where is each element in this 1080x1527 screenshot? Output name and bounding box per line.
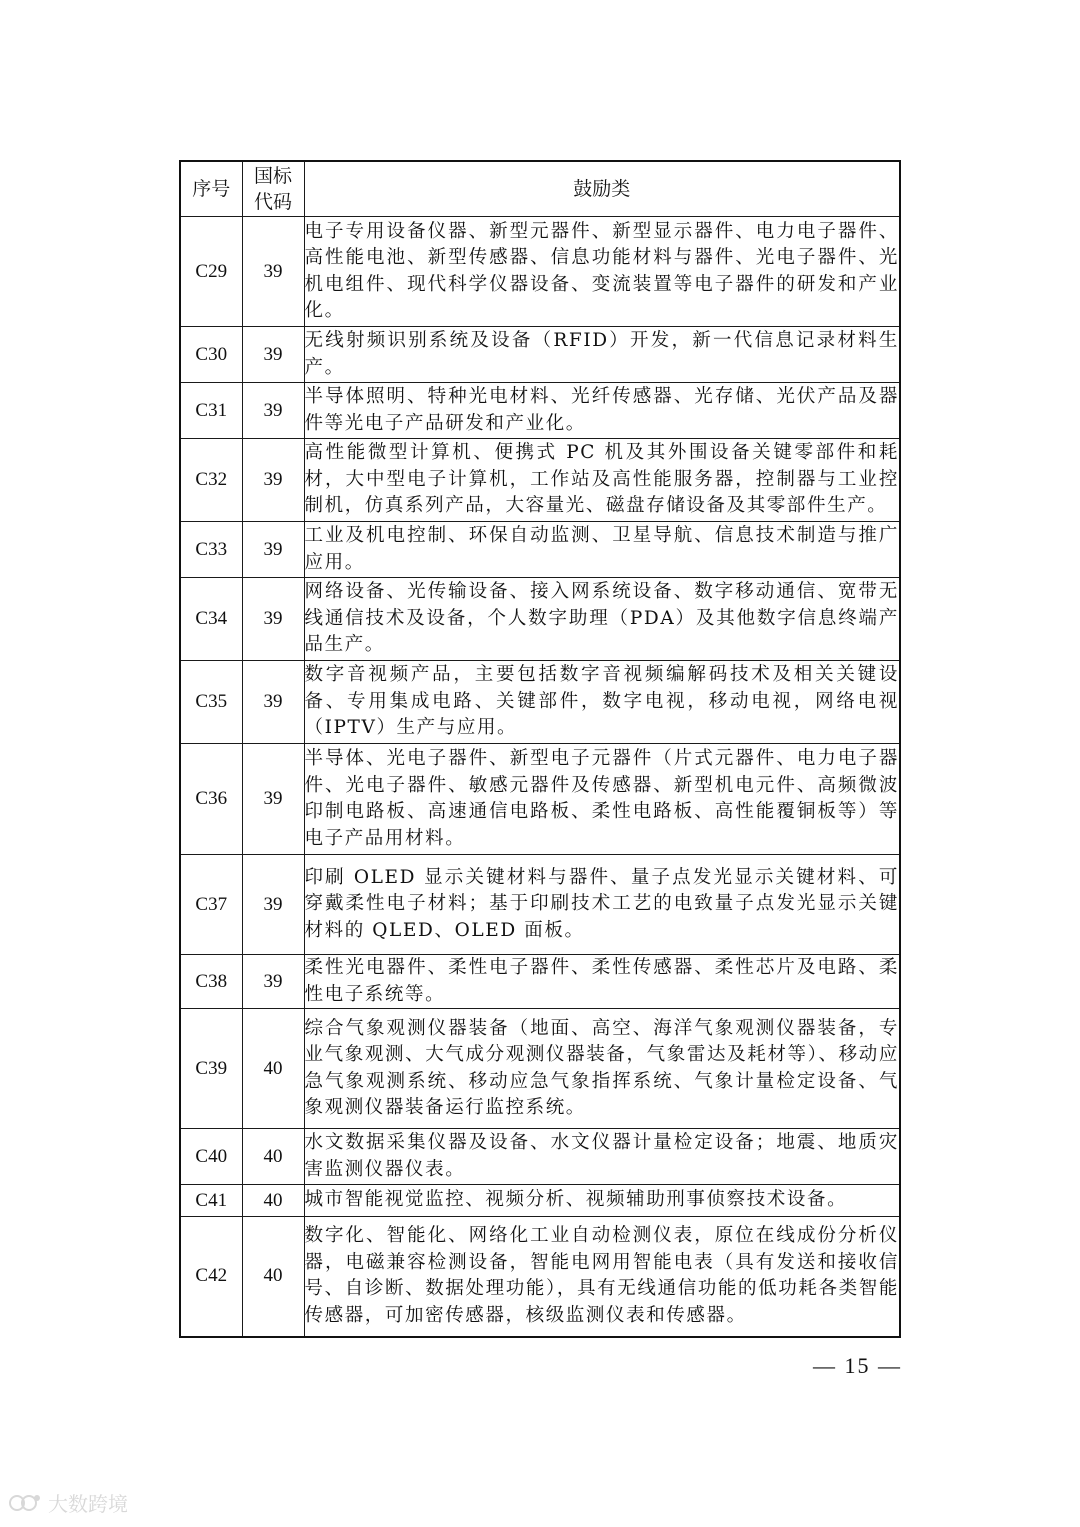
cell-seq: C35 — [180, 661, 242, 744]
cell-desc: 水文数据采集仪器及设备、水文仪器计量检定设备；地震、地质灾害监测仪器仪表。 — [304, 1129, 900, 1185]
cell-seq: C42 — [180, 1217, 242, 1337]
header-code-line2: 代码 — [253, 191, 292, 213]
table-row — [180, 383, 900, 439]
watermark — [8, 1488, 128, 1517]
table-row — [180, 217, 900, 327]
cell-code: 40 — [242, 1129, 304, 1185]
table-row — [180, 855, 900, 955]
industry-table — [179, 160, 901, 1338]
header-seq: 序号 — [180, 161, 242, 217]
cell-code: 40 — [242, 1217, 304, 1337]
cell-code: 39 — [242, 955, 304, 1009]
table-row — [180, 522, 900, 578]
cell-seq: C34 — [180, 578, 242, 661]
table-row — [180, 955, 900, 1009]
cell-desc: 无线射频识别系统及设备（RFID）开发，新一代信息记录材料生产。 — [304, 327, 900, 383]
cell-desc: 半导体、光电子器件、新型电子元器件（片式元器件、电力电子器件、光电子器件、敏感元器件及传感器、新型机电元件、高频微波印制电路板、高速通信电路板、柔性电路板、高性能覆铜板等）等电子产品用材料。 — [304, 744, 900, 855]
table-row — [180, 1129, 900, 1185]
cell-desc: 印刷 OLED 显示关键材料与器件、量子点发光显示关键材料、可穿戴柔性电子材料；基于印刷技术工艺的电致量子点发光显示关键材料的 QLED、OLED 面板。 — [304, 855, 900, 955]
cell-code: 39 — [242, 661, 304, 744]
header-code-line1: 国标 — [253, 165, 292, 187]
cell-seq: C38 — [180, 955, 242, 1009]
cell-desc: 网络设备、光传输设备、接入网系统设备、数字移动通信、宽带无线通信技术及设备，个人数字助理（PDA）及其他数字信息终端产品生产。 — [304, 578, 900, 661]
header-desc: 鼓励类 — [304, 161, 900, 217]
cell-desc: 柔性光电器件、柔性电子器件、柔性传感器、柔性芯片及电路、柔性电子系统等。 — [304, 955, 900, 1009]
cell-desc: 半导体照明、特种光电材料、光纤传感器、光存储、光伏产品及器件等光电子产品研发和产业化。 — [304, 383, 900, 439]
page-number: — 15 — — [813, 1353, 902, 1378]
table-row — [180, 439, 900, 522]
cell-code: 39 — [242, 744, 304, 855]
table-row — [180, 578, 900, 661]
cell-seq: C41 — [180, 1185, 242, 1217]
cell-desc: 数字音视频产品，主要包括数字音视频编解码技术及相关关键设备、专用集成电路、关键部件，数字电视，移动电视，网络电视（IPTV）生产与应用。 — [304, 661, 900, 744]
table-row — [180, 1009, 900, 1129]
cell-seq: C40 — [180, 1129, 242, 1185]
cell-code: 39 — [242, 522, 304, 578]
cell-seq: C30 — [180, 327, 242, 383]
watermark-text: 大数跨境 — [48, 1492, 128, 1516]
cell-desc: 电子专用设备仪器、新型元器件、新型显示器件、电力电子器件、高性能电池、新型传感器、信息功能材料与器件、光电子器件、光机电组件、现代科学仪器设备、变流装置等电子器件的研发和产业化。 — [304, 217, 900, 327]
cell-desc: 高性能微型计算机、便携式 PC 机及其外围设备关键零部件和耗材，大中型电子计算机，工作站及高性能服务器，控制器与工业控制机，仿真系列产品，大容量光、磁盘存储设备及其零部件生产。 — [304, 439, 900, 522]
cell-code: 39 — [242, 578, 304, 661]
cell-seq: C32 — [180, 439, 242, 522]
cell-desc: 综合气象观测仪器装备（地面、高空、海洋气象观测仪器装备，专业气象观测、大气成分观测仪器装备，气象雷达及耗材等）、移动应急气象观测系统、移动应急气象指挥系统、气象计量检定设备、气象观测仪器装备运行监控系统。 — [304, 1009, 900, 1129]
table-row — [180, 327, 900, 383]
cell-code: 39 — [242, 217, 304, 327]
cell-desc: 工业及机电控制、环保自动监测、卫星导航、信息技术制造与推广应用。 — [304, 522, 900, 578]
cell-code: 40 — [242, 1009, 304, 1129]
cell-desc: 城市智能视觉监控、视频分析、视频辅助刑事侦察技术设备。 — [304, 1185, 900, 1217]
cell-seq: C39 — [180, 1009, 242, 1129]
cell-code: 39 — [242, 327, 304, 383]
cell-seq: C33 — [180, 522, 242, 578]
cell-code: 40 — [242, 1185, 304, 1217]
table-row — [180, 661, 900, 744]
table-row — [180, 1185, 900, 1217]
cell-seq: C31 — [180, 383, 242, 439]
header-code — [242, 161, 304, 217]
table-header-row — [180, 161, 900, 217]
cell-seq: C37 — [180, 855, 242, 955]
cell-code: 39 — [242, 439, 304, 522]
logo-icon — [8, 1492, 42, 1514]
table-body — [180, 217, 900, 1337]
cell-seq: C29 — [180, 217, 242, 327]
table-row — [180, 744, 900, 855]
cell-desc: 数字化、智能化、网络化工业自动检测仪表，原位在线成份分析仪器，电磁兼容检测设备，智能电网用智能电表（具有发送和接收信号、自诊断、数据处理功能），具有无线通信功能的低功耗各类智能传感器，可加密传感器，核级监测仪表和传感器。 — [304, 1217, 900, 1337]
cell-code: 39 — [242, 383, 304, 439]
table-row — [180, 1217, 900, 1337]
cell-seq: C36 — [180, 744, 242, 855]
cell-code: 39 — [242, 855, 304, 955]
